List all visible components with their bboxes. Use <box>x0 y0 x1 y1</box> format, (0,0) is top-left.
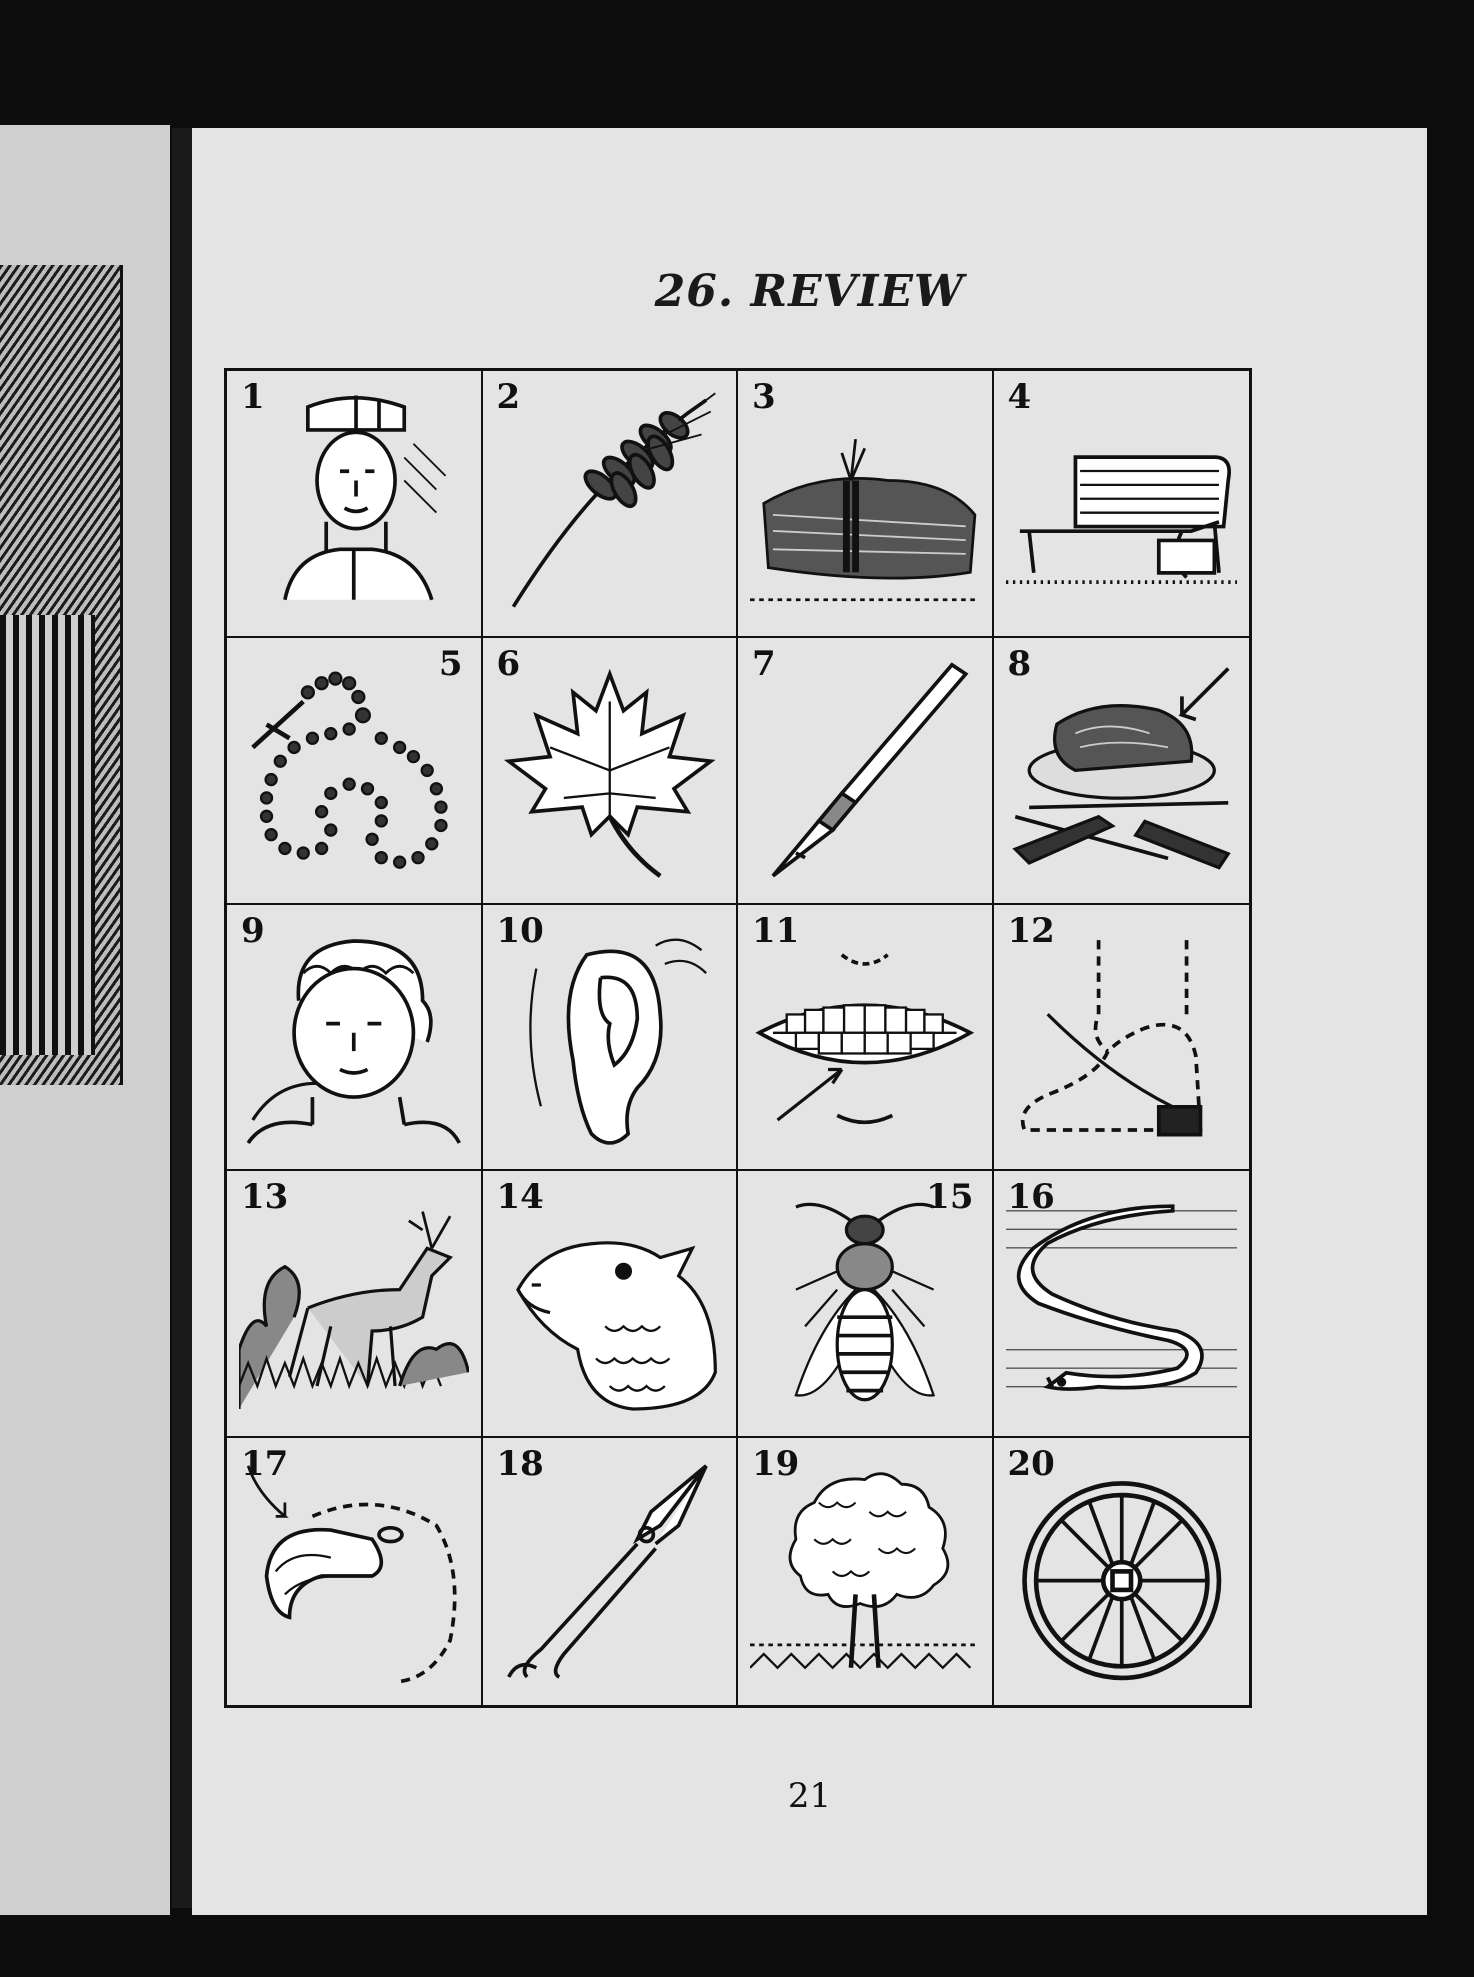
item-number: 8 <box>1007 643 1032 684</box>
item-number: 6 <box>496 643 521 684</box>
picture-cell-20 <box>994 1438 1250 1705</box>
item-number: 19 <box>752 1444 800 1485</box>
item-number: 3 <box>752 377 776 417</box>
facing-page <box>0 125 170 1915</box>
facing-page-illustration <box>0 265 123 1085</box>
wheat-ear-icon <box>495 383 725 624</box>
eel-icon <box>1006 1183 1238 1424</box>
picture-cell-13 <box>227 1171 483 1438</box>
book-page <box>192 128 1427 1915</box>
shears-icon <box>495 1450 725 1693</box>
item-number: 15 <box>926 1177 974 1218</box>
sheaf-icon <box>750 383 980 624</box>
teeth-icon <box>750 917 980 1158</box>
item-number: 2 <box>496 377 521 417</box>
item-number: 20 <box>1007 1444 1055 1485</box>
eagle-beak-icon <box>239 1450 469 1693</box>
picture-cell-1 <box>227 371 483 638</box>
ear-icon <box>495 917 725 1158</box>
item-number: 12 <box>1007 910 1055 951</box>
item-number: 9 <box>241 910 265 951</box>
picture-cell-5 <box>227 638 483 905</box>
item-number: 5 <box>438 643 463 684</box>
picture-cell-7 <box>738 638 994 905</box>
sheep-icon <box>495 1183 725 1424</box>
item-number: 7 <box>752 643 776 684</box>
page-title: 26. REVIEW <box>654 266 965 317</box>
picture-cell-15 <box>738 1171 994 1438</box>
picture-cell-6 <box>483 638 739 905</box>
pen-icon <box>750 650 980 891</box>
deer-icon <box>239 1183 469 1424</box>
maple-leaf-icon <box>495 650 725 891</box>
picture-cell-4 <box>994 371 1250 638</box>
item-number: 17 <box>241 1444 289 1485</box>
heel-icon <box>1006 917 1238 1158</box>
item-number: 13 <box>241 1177 289 1218</box>
picture-cell-17 <box>227 1438 483 1705</box>
picture-cell-18 <box>483 1438 739 1705</box>
picture-cell-3 <box>738 371 994 638</box>
item-number: 14 <box>496 1177 544 1218</box>
picture-cell-12 <box>994 905 1250 1172</box>
item-number: 11 <box>752 910 800 951</box>
item-number: 4 <box>1007 377 1032 417</box>
picture-cell-10 <box>483 905 739 1172</box>
picture-cell-16 <box>994 1171 1250 1438</box>
item-number: 18 <box>496 1444 544 1485</box>
rosary-icon <box>239 650 469 891</box>
item-number: 10 <box>496 910 544 951</box>
picture-cell-8 <box>994 638 1250 905</box>
picture-cell-19 <box>738 1438 994 1705</box>
boy-chin-icon <box>239 917 469 1158</box>
book-gutter <box>172 128 192 1908</box>
meat-icon <box>1006 650 1238 891</box>
picture-cell-11 <box>738 905 994 1172</box>
picture-cell-14 <box>483 1171 739 1438</box>
wheel-icon <box>1006 1450 1238 1693</box>
picture-cell-9 <box>227 905 483 1172</box>
item-number: 16 <box>1007 1177 1055 1218</box>
picture-grid <box>224 368 1252 1708</box>
item-number: 1 <box>241 377 265 417</box>
bench-icon <box>1006 383 1238 624</box>
tree-icon <box>750 1450 980 1693</box>
page-number: 21 <box>787 1776 832 1816</box>
bee-icon <box>750 1183 980 1424</box>
priest-icon <box>239 383 469 624</box>
picture-cell-2 <box>483 371 739 638</box>
